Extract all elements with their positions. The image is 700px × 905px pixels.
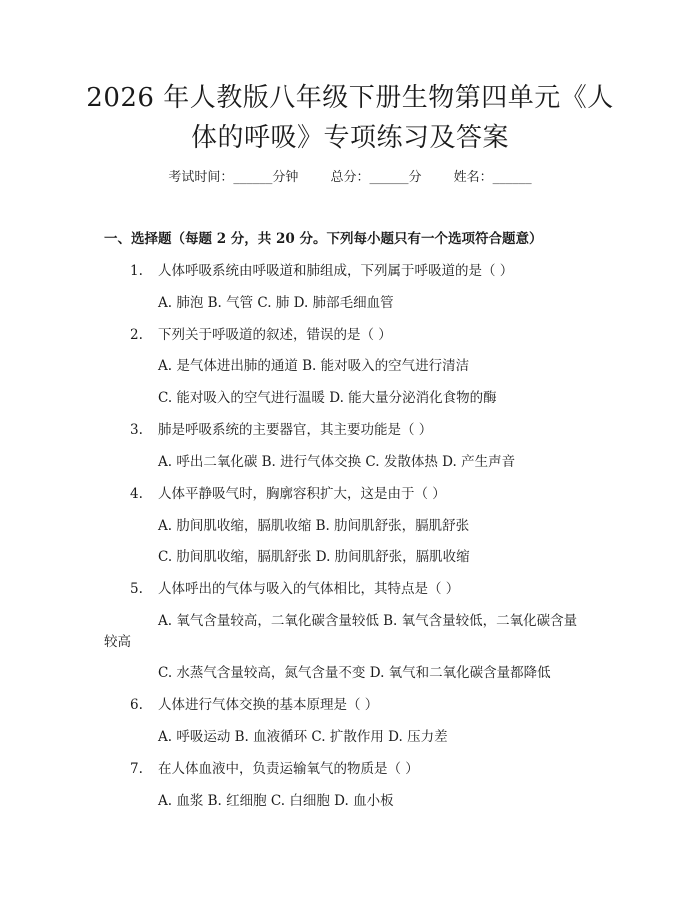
question-text: 人体进行气体交换的基本原理是（ ） (158, 697, 379, 713)
question-text: 下列关于呼吸道的叙述，错误的是（ ） (158, 327, 392, 343)
page-title (60, 78, 640, 158)
question-5-options-wrap: 较高 (104, 634, 131, 650)
title-line-2: 体的呼吸》专项练习及答案 (190, 123, 509, 153)
question-4 (130, 484, 446, 504)
question-2-options-line-1: A. 是气体进出肺的通道 B. 能对吸入的空气进行清洁 (158, 358, 470, 374)
question-1 (130, 261, 513, 281)
question-number: 5. (130, 581, 143, 597)
question-3-options: A. 呼出二氧化碳 B. 进行气体交换 C. 发散体热 D. 产生声音 (158, 454, 516, 470)
question-number: 7. (130, 761, 143, 777)
title-line-1: 2026 年人教版八年级下册生物第四单元《人 (86, 83, 614, 113)
question-text: 人体呼吸系统由呼吸道和肺组成，下列属于呼吸道的是（ ） (158, 263, 514, 279)
question-6 (130, 695, 378, 715)
question-5-options-line-2: C. 水蒸气含量较高，氮气含量不变 D. 氧气和二氧化碳含量都降低 (158, 665, 551, 681)
question-number: 6. (130, 697, 143, 713)
question-7-options: A. 血浆 B. 红细胞 C. 白细胞 D. 血小板 (158, 793, 394, 809)
question-5-options-line-1: A. 氧气含量较高，二氧化碳含量较低 B. 氧气含量较低，二氧化碳含量 (158, 613, 578, 629)
total-score-field: 总分：______分 (330, 170, 422, 185)
question-text: 在人体血液中，负责运输氧气的物质是（ ） (158, 761, 419, 777)
section-heading: 一、选择题（每题 2 分，共 20 分。下列每小题只有一个选项符合题意） (104, 231, 543, 247)
question-text: 人体平静吸气时，胸廓容积扩大，这是由于（ ） (158, 486, 446, 502)
question-2 (130, 325, 392, 345)
question-text: 肺是呼吸系统的主要器官，其主要功能是（ ） (158, 422, 433, 438)
question-6-options: A. 呼吸运动 B. 血液循环 C. 扩散作用 D. 压力差 (158, 729, 448, 745)
question-4-options-line-1: A. 肋间肌收缩，膈肌收缩 B. 肋间肌舒张，膈肌舒张 (158, 518, 470, 534)
exam-meta (0, 168, 700, 188)
question-3 (130, 420, 432, 440)
question-number: 1. (130, 263, 143, 279)
question-7 (130, 759, 419, 779)
question-text: 人体呼出的气体与吸入的气体相比，其特点是（ ） (158, 581, 460, 597)
question-number: 2. (130, 327, 143, 343)
question-1-options: A. 肺泡 B. 气管 C. 肺 D. 肺部毛细血管 (158, 295, 394, 311)
exam-time-field: 考试时间：______分钟 (168, 170, 299, 185)
question-5 (130, 579, 459, 599)
question-number: 3. (130, 422, 143, 438)
name-field: 姓名：______ (453, 170, 532, 185)
question-2-options-line-2: C. 能对吸入的空气进行温暖 D. 能大量分泌消化食物的酶 (158, 390, 497, 406)
question-number: 4. (130, 486, 143, 502)
question-4-options-line-2: C. 肋间肌收缩，膈肌舒张 D. 肋间肌舒张，膈肌收缩 (158, 549, 470, 565)
